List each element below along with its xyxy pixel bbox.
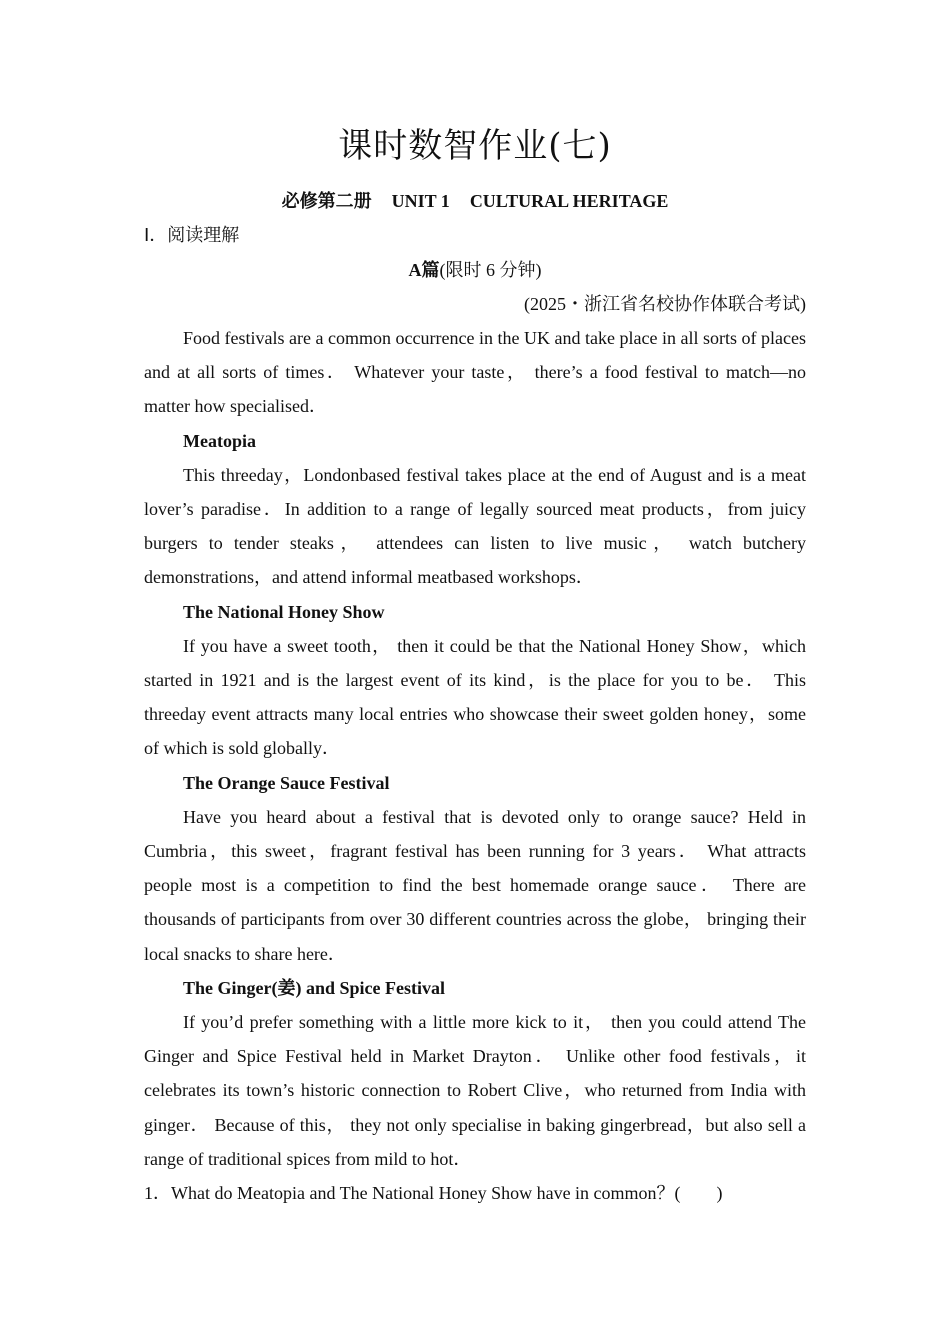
- section-label: Ⅰ．阅读理解: [144, 225, 240, 246]
- section-text-ginger-spice: If you’d prefer something with a little more kick to it， then you could attend The Ginger and Spice Festival held in Market Drayton． Unlike other food festivals，it celebrates its town’s historic connection to Robert Clive，who returned from India with ginger． Because of this， they not only specialise in baking gingerbread，but also sell a range of traditional spices from mild to hot．: [144, 1012, 806, 1169]
- page-title: 课时数智作业(七): [338, 126, 612, 166]
- passage-source: (2025・浙江省名校协作体联合考试): [524, 294, 806, 314]
- section-text-honey-show: If you have a sweet tooth， then it could be that the National Honey Show，which started in 1921 and is the largest event of its kind，is the place for you to be． This threeday event attracts many local entries who showcase their sweet golden honey，some of which is sold globally．: [144, 635, 806, 759]
- section-heading-orange-sauce: The Orange Sauce Festival: [183, 772, 390, 793]
- unit-name: CULTURAL HERITAGE: [469, 191, 669, 211]
- passage-time-limit: (限时 6 分钟): [439, 260, 542, 280]
- passage-name: A篇: [408, 260, 440, 280]
- unit-label: UNIT 1: [391, 191, 450, 211]
- intro-paragraph: Food festivals are a common occurrence in the UK and take place in all sorts of places and at all sorts of times． Whatever your taste， there’s a food festival to match—no matter how specialised．: [144, 328, 806, 417]
- unit-heading: [144, 188, 806, 214]
- article-body: [144, 321, 806, 1210]
- section-heading-ginger-spice: The Ginger(姜) and Spice Festival: [183, 977, 445, 998]
- book-label: 必修第二册: [281, 191, 372, 211]
- passage-label: [144, 256, 806, 284]
- question-1: 1．What do Meatopia and The National Honey Show have in common？( ): [144, 1183, 723, 1204]
- section-text-orange-sauce: Have you heard about a festival that is devoted only to orange sauce? Held in Cumbria，this sweet，fragrant festival has been running for 3 years． What attracts people most is a competition to find the best homemade orange sauce． There are thousands of participants from over 30 different countries across the globe， bringing their local snacks to share here．: [144, 806, 806, 964]
- section-heading-honey-show: The National Honey Show: [183, 601, 385, 622]
- section-text-meatopia: This threeday，Londonbased festival takes place at the end of August and is a meat lover’s paradise．In addition to a range of legally sourced meat products，from juicy burgers to tender steaks， attendees can listen to live music， watch butchery demonstrations，and attend informal meatbased workshops．: [144, 464, 806, 588]
- section-heading-meatopia: Meatopia: [183, 430, 256, 451]
